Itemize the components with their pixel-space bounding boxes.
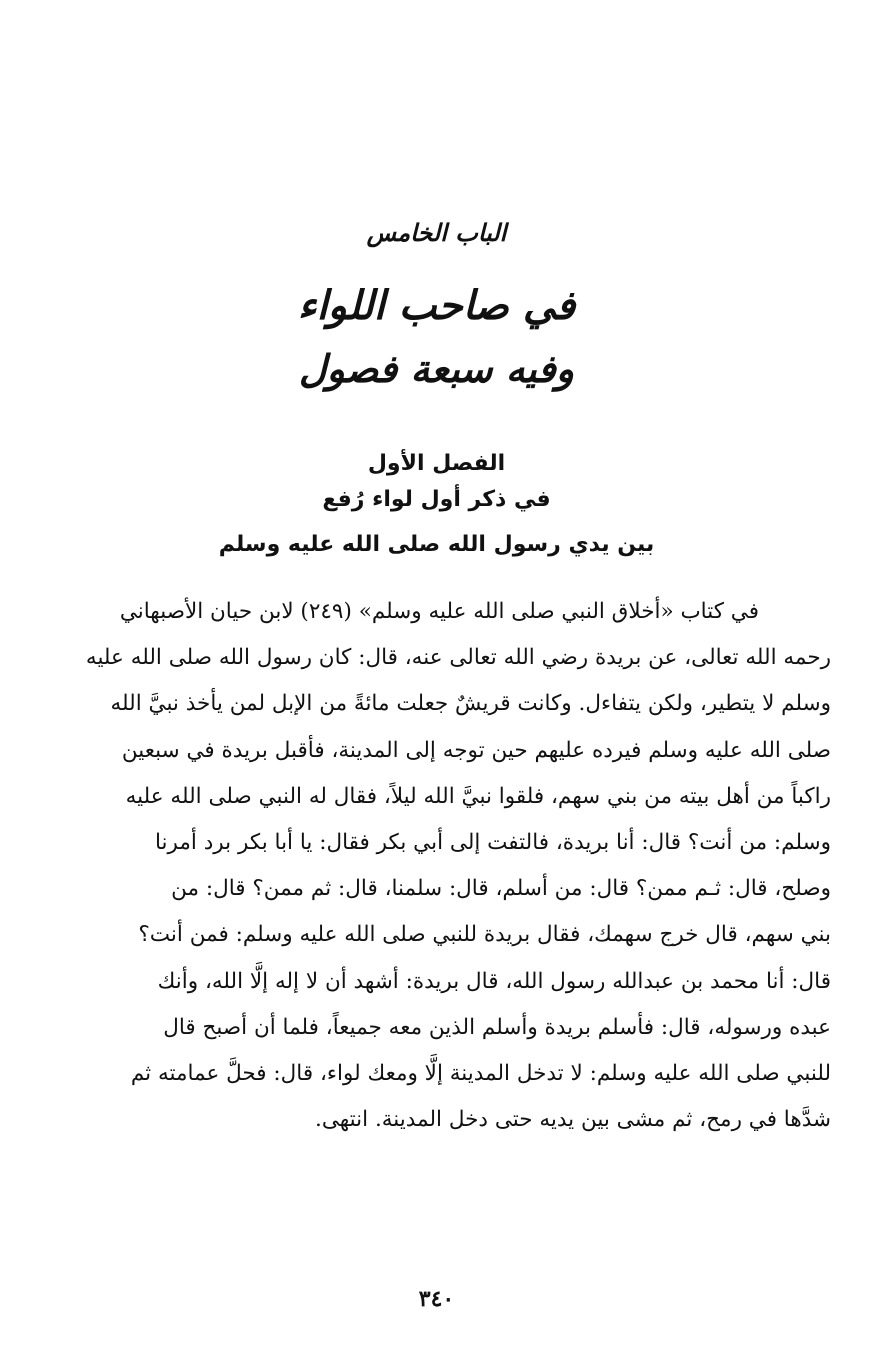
body-line: وصلح، قال: ثـم ممن؟ قال: من أسلم، قال: سلمنا، قال: ثم ممن؟ قال: من	[171, 876, 831, 902]
body-line: شدَّها في رمح، ثم مشى بين يديه حتى دخل المدينة. انتهى.	[315, 1107, 831, 1133]
page-number: ٣٤٠	[418, 1286, 455, 1312]
chapter-subtitle: وفيه سبعة فصول	[298, 346, 575, 391]
body-line: وسلم لا يتطير، ولكن يتفاءل. وكانت قريشٌ جعلت مائةً من الإبل لمن يأخذ نبيَّ الله	[110, 691, 831, 717]
body-line: في كتاب «أخلاق النبي صلى الله عليه وسلم» (٢٤٩) لابن حيان الأصبهاني	[119, 599, 759, 624]
body-line: رحمه الله تعالى، عن بريدة رضي الله تعالى عنه، قال: كان رسول الله صلى الله عليه	[85, 645, 831, 671]
chapter-title: في صاحب اللواء	[297, 282, 576, 329]
section-heading: الفصل الأول	[367, 451, 506, 476]
body-line: عبده ورسوله، قال: فأسلم بريدة وأسلم الذين معه جميعاً، فلما أن أصبح قال	[163, 1014, 831, 1040]
body-line: صلى الله عليه وسلم فيرده عليهم حين توجه إلى المدينة، فأقبل بريدة في سبعين	[121, 737, 831, 763]
body-line: قال: أنا محمد بن عبدالله رسول الله، قال بريدة: أشهد أن لا إله إلَّا الله، وأنك	[157, 968, 831, 994]
section-subheading-continued: بين يدي رسول الله صلى الله عليه وسلم	[218, 532, 655, 557]
section-subheading: في ذكر أول لواء رُفع	[322, 487, 551, 512]
body-paragraph	[41, 589, 831, 1143]
body-line: راكباً من أهل بيته من بني سهم، فلقوا نبيَّ الله ليلاً، فقال له النبي صلى الله عليه	[125, 783, 831, 809]
body-line: وسلم: من أنت؟ قال: أنا بريدة، فالتفت إلى أبي بكر فقال: يا أبا بكر برد أمرنا	[154, 829, 831, 855]
body-line: بني سهم، قال خرج سهمك، فقال بريدة للنبي صلى الله عليه وسلم: فمن أنت؟	[138, 922, 831, 948]
chapter-label: الباب الخامس	[366, 218, 507, 247]
body-line: للنبي صلى الله عليه وسلم: لا تدخل المدينة إلَّا ومعك لواء، قال: فحلَّ عمامته ثم	[130, 1060, 831, 1086]
